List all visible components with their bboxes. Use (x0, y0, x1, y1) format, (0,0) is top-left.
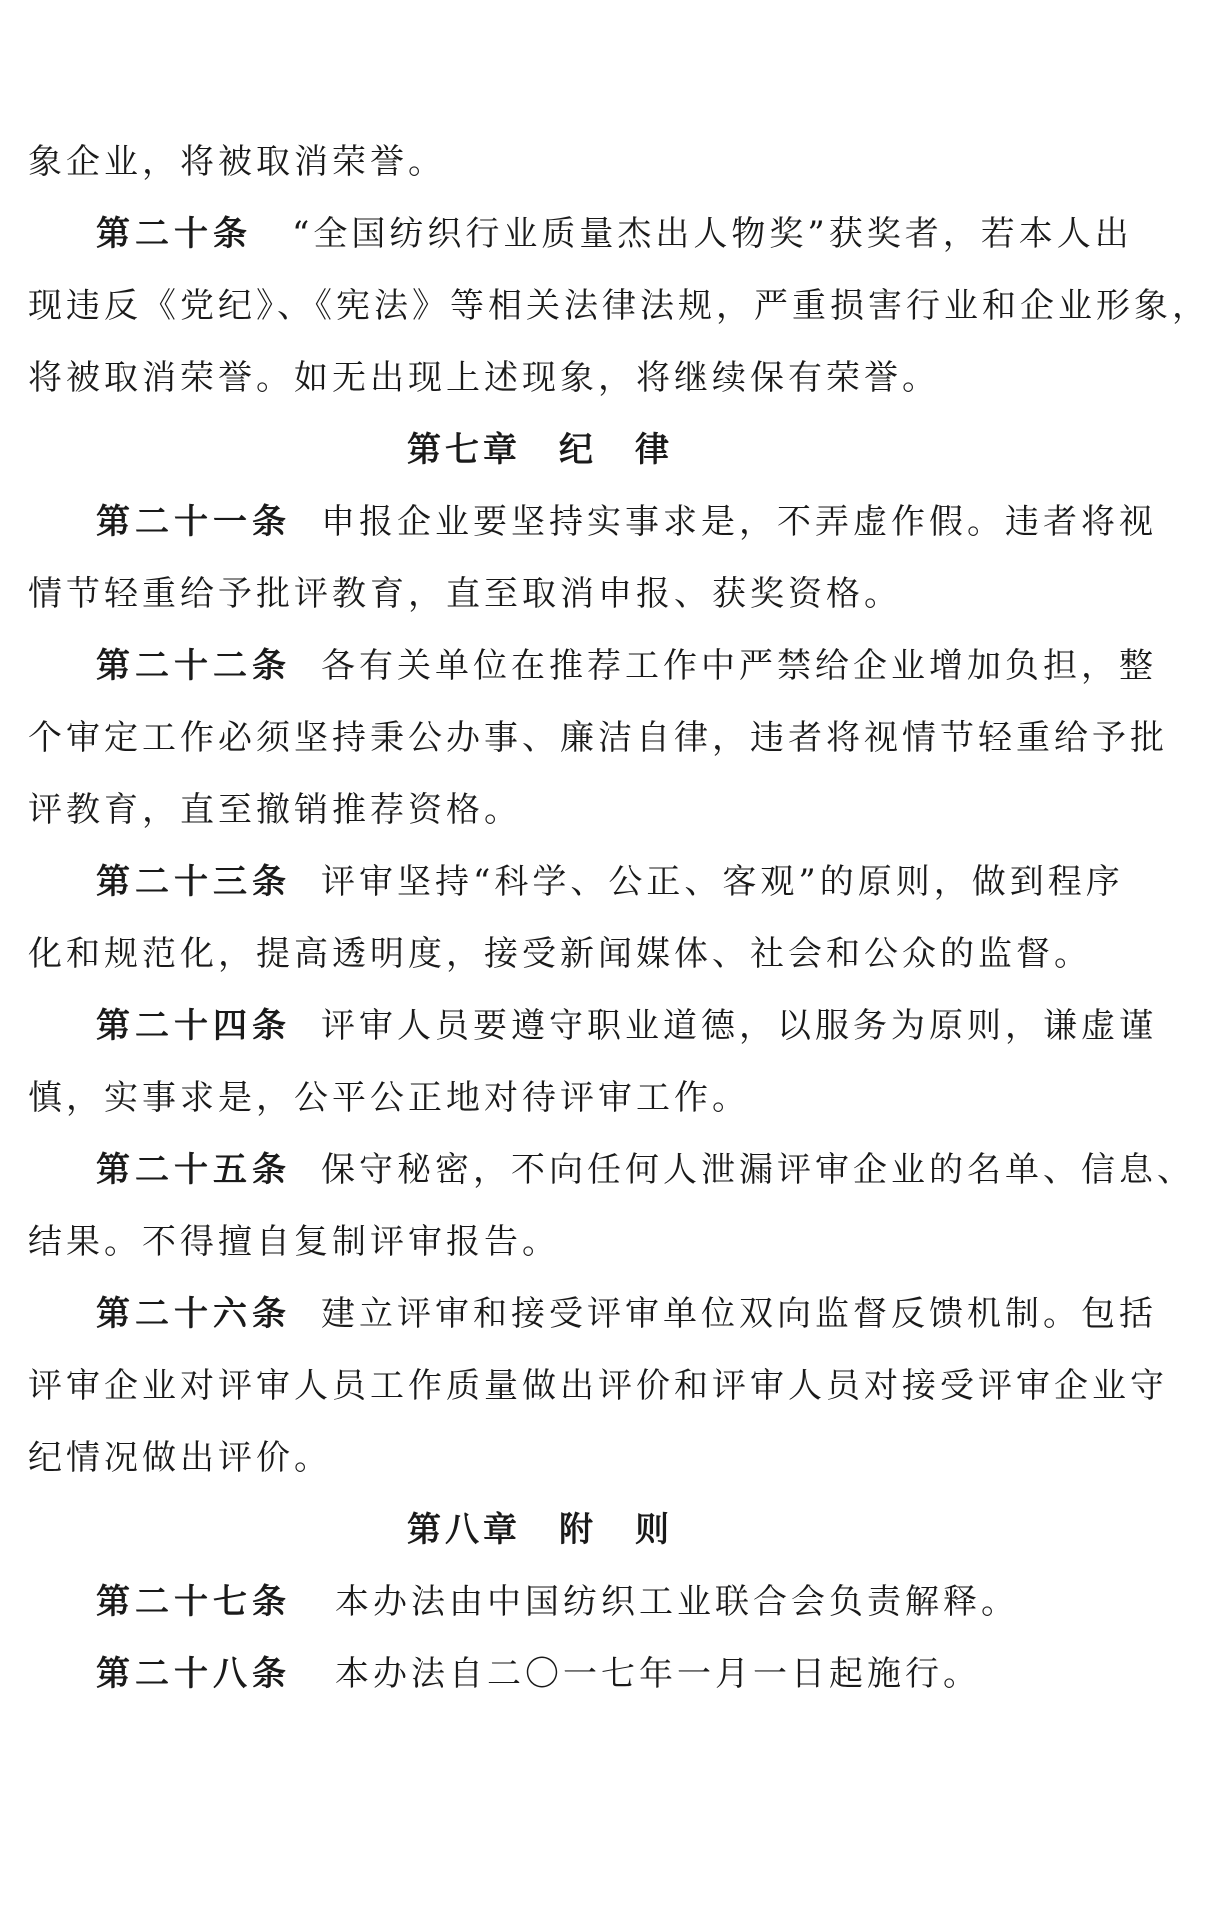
article-23-line-2 (28, 932, 1092, 976)
article-22-line-3 (28, 788, 1058, 832)
paragraph-line: 个审定工作必须坚持秉公办事、廉洁自律，违者将视情节轻重给予批 (28, 718, 1168, 758)
article-label: 第二十五条 (96, 1150, 291, 1190)
article-24 (28, 1004, 1157, 1048)
article-22 (28, 644, 1157, 688)
paragraph-line: 评审坚持“科学、公正、客观”的原则，做到程序 (321, 862, 1124, 902)
article-label: 第二十六条 (96, 1294, 291, 1334)
article-26 (28, 1292, 1157, 1336)
article-23 (28, 860, 1124, 904)
chapter-8-heading: 第八章 附 则 (407, 1510, 673, 1550)
article-label: 第二十三条 (96, 862, 291, 902)
article-20-line-2 (28, 284, 1210, 328)
paragraph-line: 各有关单位在推荐工作中严禁给企业增加负担，整 (321, 646, 1157, 686)
article-25 (28, 1148, 1195, 1192)
article-20-line-3 (28, 356, 1058, 400)
article-label: 第二十二条 (96, 646, 291, 686)
article-label: 第二十四条 (96, 1006, 291, 1046)
paragraph-line: 申报企业要坚持实事求是，不弄虚作假。违者将视 (321, 502, 1157, 542)
paragraph-line: 化和规范化，提高透明度，接受新闻媒体、社会和公众的监督。 (28, 934, 1092, 974)
paragraph-line: 评教育，直至撤销推荐资格。 (28, 790, 522, 830)
article-22-line-2 (28, 716, 1168, 760)
article-28 (28, 1652, 1058, 1696)
article-21-line-2 (28, 572, 1058, 616)
paragraph-line: 建立评审和接受评审单位双向监督反馈机制。包括 (321, 1294, 1157, 1334)
paragraph-line: 结果。不得擅自复制评审报告。 (28, 1222, 560, 1262)
article-25-line-2 (28, 1220, 1058, 1264)
article-label: 第二十条 (96, 214, 252, 254)
paragraph-line: 现违反《党纪》、《宪法》等相关法律法规，严重损害行业和企业形象， (28, 286, 1210, 326)
paragraph-line: 保守秘密，不向任何人泄漏评审企业的名单、信息、 (321, 1150, 1195, 1190)
article-label: 第二十七条 (96, 1582, 291, 1622)
paragraph-line: “全国纺织行业质量杰出人物奖”获奖者，若本人出 (292, 214, 1133, 254)
article-label: 第二十八条 (96, 1654, 291, 1694)
article-label: 第二十一条 (96, 502, 291, 542)
article-21 (28, 500, 1157, 544)
article-27 (28, 1580, 1058, 1624)
paragraph-line: 评审人员要遵守职业道德，以服务为原则，谦虚谨 (321, 1006, 1157, 1046)
article-26-line-3 (28, 1436, 1058, 1480)
paragraph-line: 慎，实事求是，公平公正地对待评审工作。 (28, 1078, 750, 1118)
chapter-7-heading: 第七章 纪 律 (407, 430, 673, 470)
paragraph-line: 本办法由中国纺织工业联合会负责解释。 (335, 1582, 1019, 1622)
paragraph-line: 象企业，将被取消荣誉。 (28, 142, 446, 182)
paragraph-line: 情节轻重给予批评教育，直至取消申报、获奖资格。 (28, 574, 902, 614)
continuation-paragraph (28, 140, 1058, 184)
article-20 (28, 212, 1133, 256)
article-26-line-2 (28, 1364, 1168, 1408)
paragraph-line: 纪情况做出评价。 (28, 1438, 332, 1478)
paragraph-line: 将被取消荣誉。如无出现上述现象，将继续保有荣誉。 (28, 358, 940, 398)
article-24-line-2 (28, 1076, 1058, 1120)
paragraph-line: 评审企业对评审人员工作质量做出评价和评审人员对接受评审企业守 (28, 1366, 1168, 1406)
paragraph-line: 本办法自二〇一七年一月一日起施行。 (335, 1654, 981, 1694)
